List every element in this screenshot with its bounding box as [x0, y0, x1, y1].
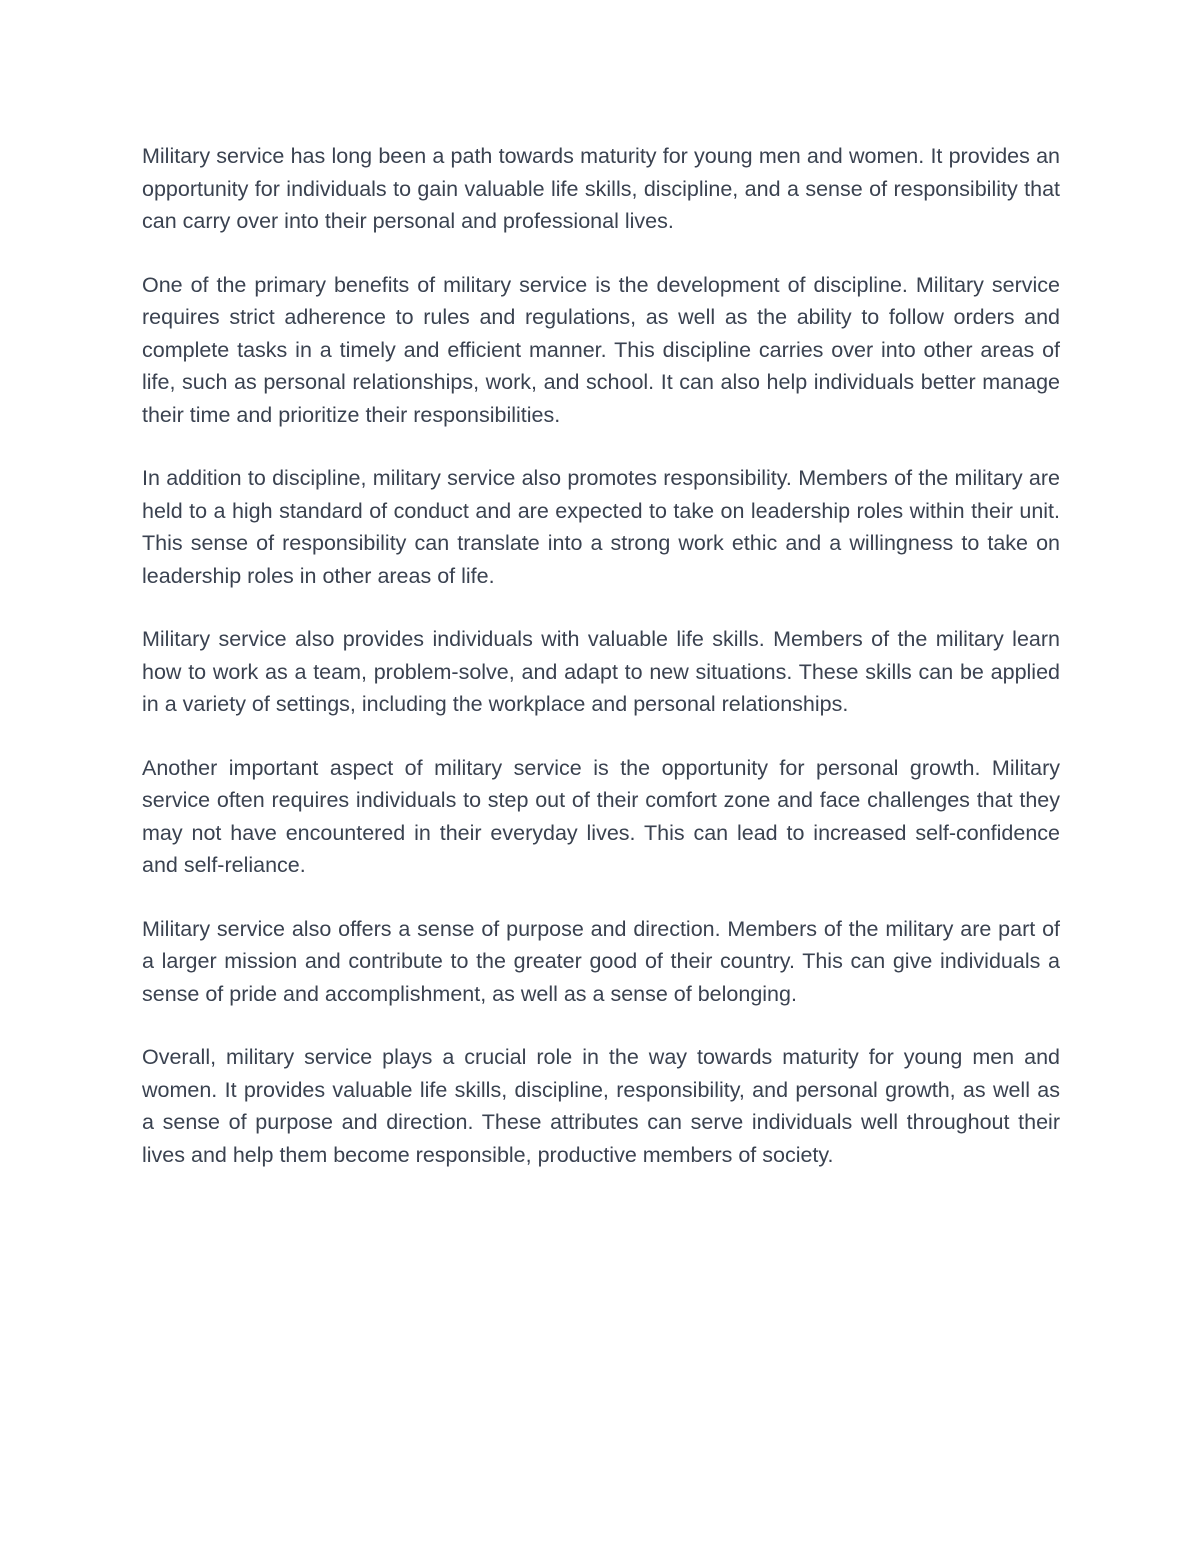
paragraph-1: Military service has long been a path towards maturity for young men and women. It provides an opportunity for individuals to gain valuable life skills, discipline, and a sense of responsibility that can carry over into their personal and professional lives.	[142, 144, 1060, 233]
paragraph-5: Another important aspect of military service is the opportunity for personal growth. Military service often requires individuals to step out of their comfort zone and face challenges that they may not have encountered in their everyday lives. This can lead to increased self-confidence and self-reliance.	[142, 755, 1060, 877]
document-body	[142, 140, 1060, 1171]
paragraph-4: Military service also provides individuals with valuable life skills. Members of the military learn how to work as a team, problem-solve, and adapt to new situations. These skills can be applied in a variety of settings, including the workplace and personal relationships.	[142, 627, 1060, 716]
paragraph-6: Military service also offers a sense of purpose and direction. Members of the military are part of a larger mission and contribute to the greater good of their country. This can give individuals a sense of pride and accomplishment, as well as a sense of belonging.	[142, 916, 1060, 1006]
paragraph-3: In addition to discipline, military service also promotes responsibility. Members of the military are held to a high standard of conduct and are expected to take on leadership roles within their unit. This sense of responsibility can translate into a strong work ethic and a willingness to take on leadership roles in other areas of life.	[142, 466, 1060, 588]
paragraph-2: One of the primary benefits of military service is the development of discipline. Military service requires strict adherence to rules and regulations, as well as the ability to follow orders and complete tasks in a timely and efficient manner. This discipline carries over into other areas of life, such as personal relationships, work, and school. It can also help individuals better manage their time and prioritize their responsibilities.	[142, 272, 1060, 427]
paragraph-7: Overall, military service plays a crucial role in the way towards maturity for young men and women. It provides valuable life skills, discipline, responsibility, and personal growth, as well as a sense of purpose and direction. These attributes can serve individuals well throughout their lives and help them become responsible, productive members of society.	[142, 1045, 1060, 1167]
